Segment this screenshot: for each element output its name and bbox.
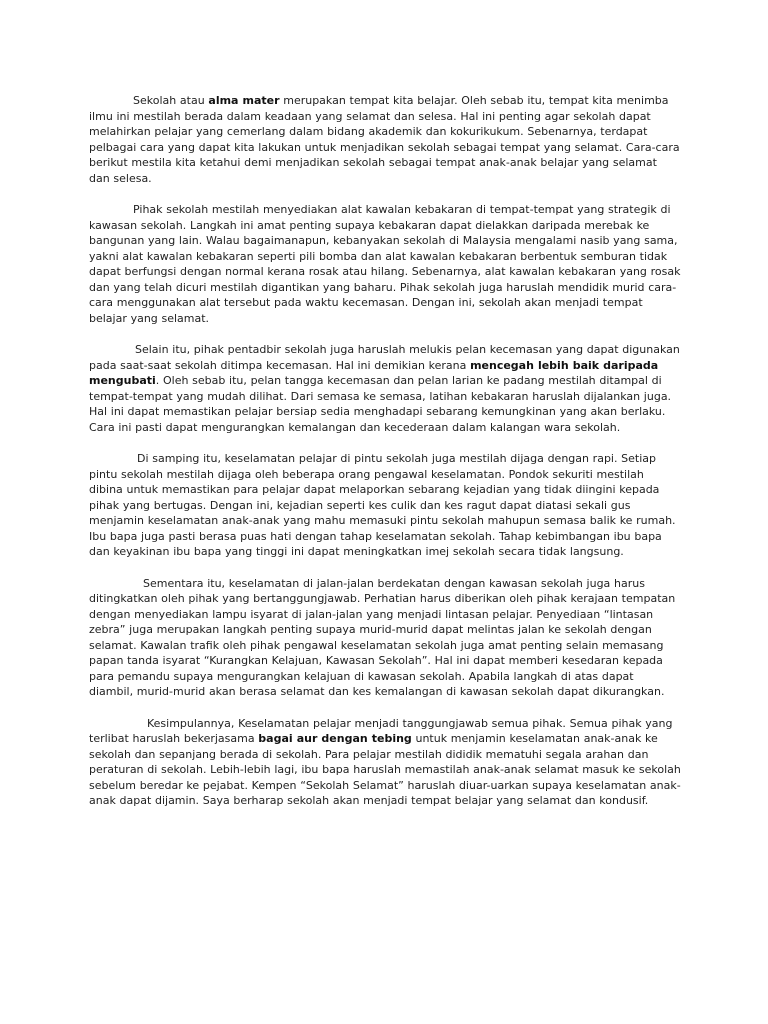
paragraph-emergency-plan: [89, 342, 681, 435]
essay-body: [89, 93, 681, 825]
p1-text-2: merupakan tempat kita belajar. Oleh sebab itu, tempat kita menimba ilmu ini mestilah berada dalam keadaan yang selamat dan selesa. Hal ini penting agar sekolah dapat melahirkan pelajar yang cemerlang dalam bidang akademik dan kokurikukum. Sebenarnya, terdapat pelbagai cara yang dapat kita lakukan untuk menjadikan sekolah sebagai tempat yang selamat. Cara-cara berikut mestila kita ketahui demi menjadikan sekolah sebagai tempat anak-anak belajar yang selamat dan selesa.: [89, 94, 680, 185]
paragraph-road-safety: [89, 576, 681, 700]
p3-text-2: . Oleh sebab itu, pelan tangga kecemasan dan pelan larian ke padang mestilah ditampal di tempat-tempat yang mudah dilihat. Dari semasa ke semasa, latihan kebakaran haruslah dijalankan juga. Hal ini dapat memastikan pelajar bersiap sedia menghadapi sebarang kemungkinan yang akan berlaku. Cara ini pasti dapat mengurangkan kemalangan dan kecederaan dalam kalangan wara sekolah.: [89, 374, 672, 434]
p2-text-1: Pihak sekolah mestilah menyediakan alat kawalan kebakaran di tempat-tempat yang strategik di kawasan sekolah. Langkah ini amat penting supaya kebakaran dapat dielakkan daripada merebak ke bangunan yang lain. Walau bagaimanapun, kebanyakan sekolah di Malaysia mengalami nasib yang sama, yakni alat kawalan kebakaran seperti pili bomba dan alat kawalan kebakaran berbentuk semburan tidak dapat berfungsi dengan normal kerana rosak atau hilang. Sebenarnya, alat kawalan kebakaran yang rosak dan yang telah dicuri mestilah digantikan yang baharu. Pihak sekolah juga haruslah mendidik murid cara-cara menggunakan alat tersebut pada waktu kecemasan. Dengan ini, sekolah akan menjadi tempat belajar yang selamat.: [89, 203, 681, 325]
p3-text-1: Selain itu, pihak pentadbir sekolah juga haruslah melukis pelan kecemasan yang dapat digunakan pada saat-saat sekolah ditimpa kecemasan. Hal ini demikian kerana: [89, 343, 680, 372]
p6-bold-phrase: bagai aur dengan tebing: [258, 732, 412, 745]
p1-text-1: Sekolah atau: [133, 94, 209, 107]
paragraph-school-gate: [89, 451, 681, 560]
paragraph-introduction: [89, 93, 681, 186]
p5-text-1: Sementara itu, keselamatan di jalan-jalan berdekatan dengan kawasan sekolah juga harus ditingkatkan oleh pihak yang bertanggungjawab. Perhatian harus diberikan oleh pihak kerajaan tempatan dengan menyediakan lampu isyarat di jalan-jalan yang menjadi lintasan pelajar. Penyediaan “lintasan zebra” juga merupakan langkah penting supaya murid-murid dapat melintas jalan ke sekolah dengan selamat. Kawalan trafik oleh pihak pengawal keselamatan sekolah juga amat penting selain memasang papan tanda isyarat “Kurangkan Kelajuan, Kawasan Sekolah”. Hal ini dapat memberi kesedaran kepada para pemandu supaya mengurangkan kelajuan di kawasan sekolah. Apabila langkah di atas dapat diambil, murid-murid akan berasa selamat dan kes kemalangan di kawasan sekolah dapat dikurangkan.: [89, 576, 676, 698]
paragraph-conclusion: [89, 716, 681, 809]
p1-bold-phrase: alma mater: [208, 94, 280, 107]
p4-text-1: Di samping itu, keselamatan pelajar di pintu sekolah juga mestilah dijaga dengan rapi. Setiap pintu sekolah mestilah dijaga oleh beberapa orang pengawal keselamatan. Pondok sekuriti mestilah dibina untuk memastikan para pelajar dapat melaporkan sebarang kejadian yang tidak diingini kepada pihak yang bertugas. Dengan ini, kejadian seperti kes culik dan kes ragut dapat diatasi sekali gus menjamin keselamatan anak-anak yang mahu memasuki pintu sekolah mahupun semasa balik ke rumah. Ibu bapa juga pasti berasa puas hati dengan tahap keselamatan sekolah. Tahap kebimbangan ibu bapa dan keyakinan ibu bapa yang tinggi ini dapat meningkatkan imej sekolah secara tidak langsung.: [89, 452, 676, 558]
p6-text-1: Kesimpulannya, Keselamatan pelajar menjadi tanggungjawab semua pihak. Semua pihak yang terlibat haruslah bekerjasama: [89, 716, 673, 745]
paragraph-fire-safety: [89, 202, 681, 326]
p6-text-2: untuk menjamin keselamatan anak-anak ke sekolah dan sepanjang berada di sekolah. Para pelajar mestilah dididik mematuhi segala arahan dan peraturan di sekolah. Lebih-lebih lagi, ibu bapa haruslah memastilah anak-anak selamat masuk ke sekolah sebelum beredar ke pejabat. Kempen “Sekolah Selamat” haruslah diuar-uarkan supaya keselamatan anak-anak dapat dijamin. Saya berharap sekolah akan menjadi tempat belajar yang selamat dan kondusif.: [89, 732, 681, 807]
p3-bold-phrase: mencegah lebih baik daripada mengubati: [89, 358, 659, 387]
